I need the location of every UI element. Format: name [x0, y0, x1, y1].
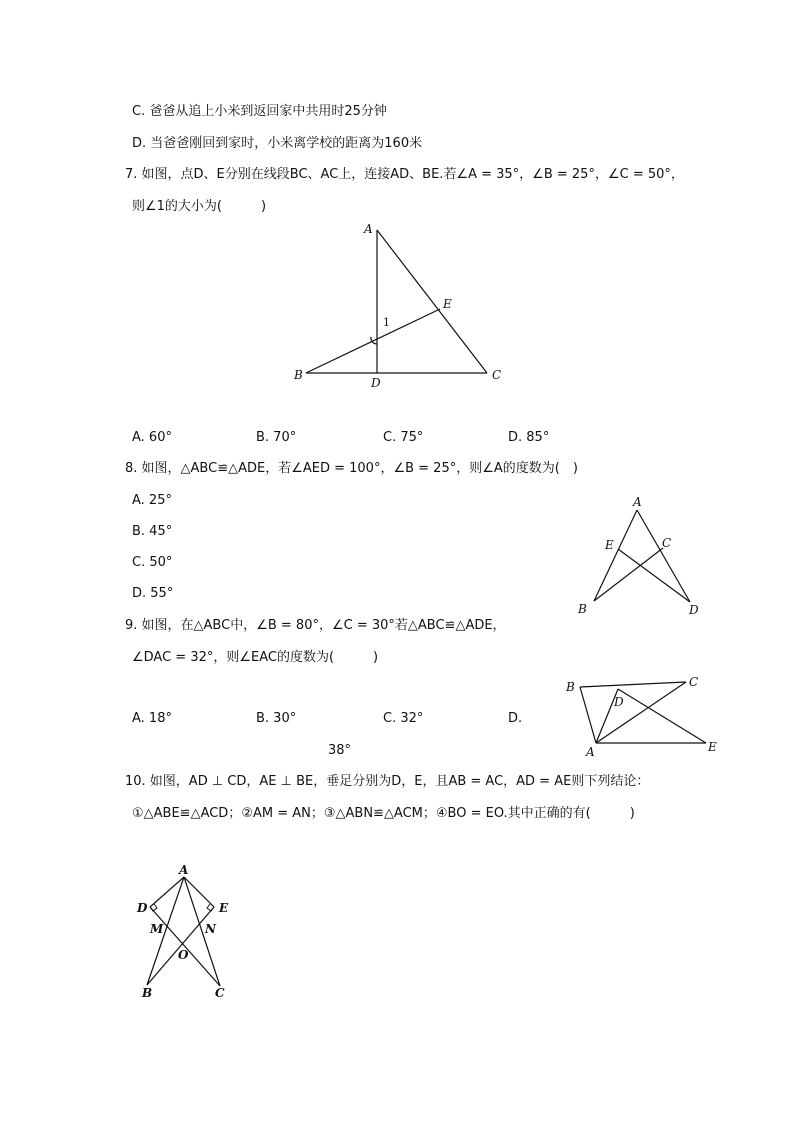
q10-label-d: D: [137, 901, 148, 915]
q9-stem-line1: 9. 如图，在△ABC中，∠B = 80°，∠C = 30°若△ABC≌△ADE，: [125, 618, 506, 633]
q10-label-b: B: [142, 986, 153, 1000]
q10-label-c: C: [215, 986, 225, 1000]
q8-label-a: A: [633, 495, 642, 509]
q7-option-a: A. 60°: [132, 430, 172, 445]
q8-label-b: B: [578, 602, 587, 616]
q8-option-b: B. 45°: [132, 524, 173, 539]
q7-stem-line1: 7. 如图，点D、E分别在线段BC、AC上，连接AD、BE.若∠A = 35°，∠B = 25°，∠C = 50°，: [125, 167, 684, 182]
q8-option-a: A. 25°: [132, 493, 172, 508]
q9-option-b: B. 30°: [256, 711, 297, 726]
q9-label-e: E: [708, 740, 717, 754]
q7-label-e: E: [443, 297, 452, 311]
q8-label-d: D: [689, 603, 699, 617]
q6-option-d: D. 当爸爸刚回到家时，小米离学校的距离为160米: [132, 136, 423, 151]
q9-option-d-value: 38°: [328, 743, 352, 758]
q7-option-c: C. 75°: [383, 430, 424, 445]
q7-label-c: C: [492, 368, 502, 382]
q9-option-a: A. 18°: [132, 711, 172, 726]
q9-label-a: A: [586, 745, 595, 759]
q7-label-d: D: [371, 376, 381, 390]
q10-label-o: O: [178, 948, 189, 962]
q9-option-c: C. 32°: [383, 711, 424, 726]
q7-label-b: B: [294, 368, 303, 382]
q9-label-b: B: [566, 680, 575, 694]
q9-label-d: D: [614, 695, 624, 709]
q8-option-d: D. 55°: [132, 586, 174, 601]
q7-label-angle1: 1: [383, 316, 390, 329]
q8-label-e: E: [605, 538, 614, 552]
q7-option-b: B. 70°: [256, 430, 297, 445]
q10-label-n: N: [205, 922, 216, 936]
q7-option-d: D. 85°: [508, 430, 550, 445]
q10-label-a: A: [179, 863, 189, 877]
q9-label-c: C: [689, 675, 699, 689]
q9-option-d: D.: [508, 711, 523, 726]
q9-stem-line2: ∠DAC = 32°，则∠EAC的度数为( ): [132, 650, 379, 665]
q7-stem-line2: 则∠1的大小为( ): [132, 199, 267, 214]
q10-stem-line2: ①△ABE≌△ACD；②AM = AN；③△ABN≌△ACM；④BO = EO.其中正确的有( ): [132, 806, 635, 821]
q10-stem-line1: 10. 如图，AD ⊥ CD，AE ⊥ BE，垂足分别为D，E，且AB = AC，AD = AE则下列结论：: [125, 774, 650, 789]
q8-option-c: C. 50°: [132, 555, 173, 570]
q8-label-c: C: [662, 536, 672, 550]
q6-option-c: C. 爸爸从追上小米到返回家中共用时25分钟: [132, 104, 387, 119]
q8-stem: 8. 如图，△ABC≌△ADE，若∠AED = 100°，∠B = 25°，则∠A的度数为( ): [125, 461, 578, 476]
q10-label-e: E: [219, 901, 229, 915]
q7-label-a: A: [364, 222, 373, 236]
q10-label-m: M: [150, 922, 164, 936]
